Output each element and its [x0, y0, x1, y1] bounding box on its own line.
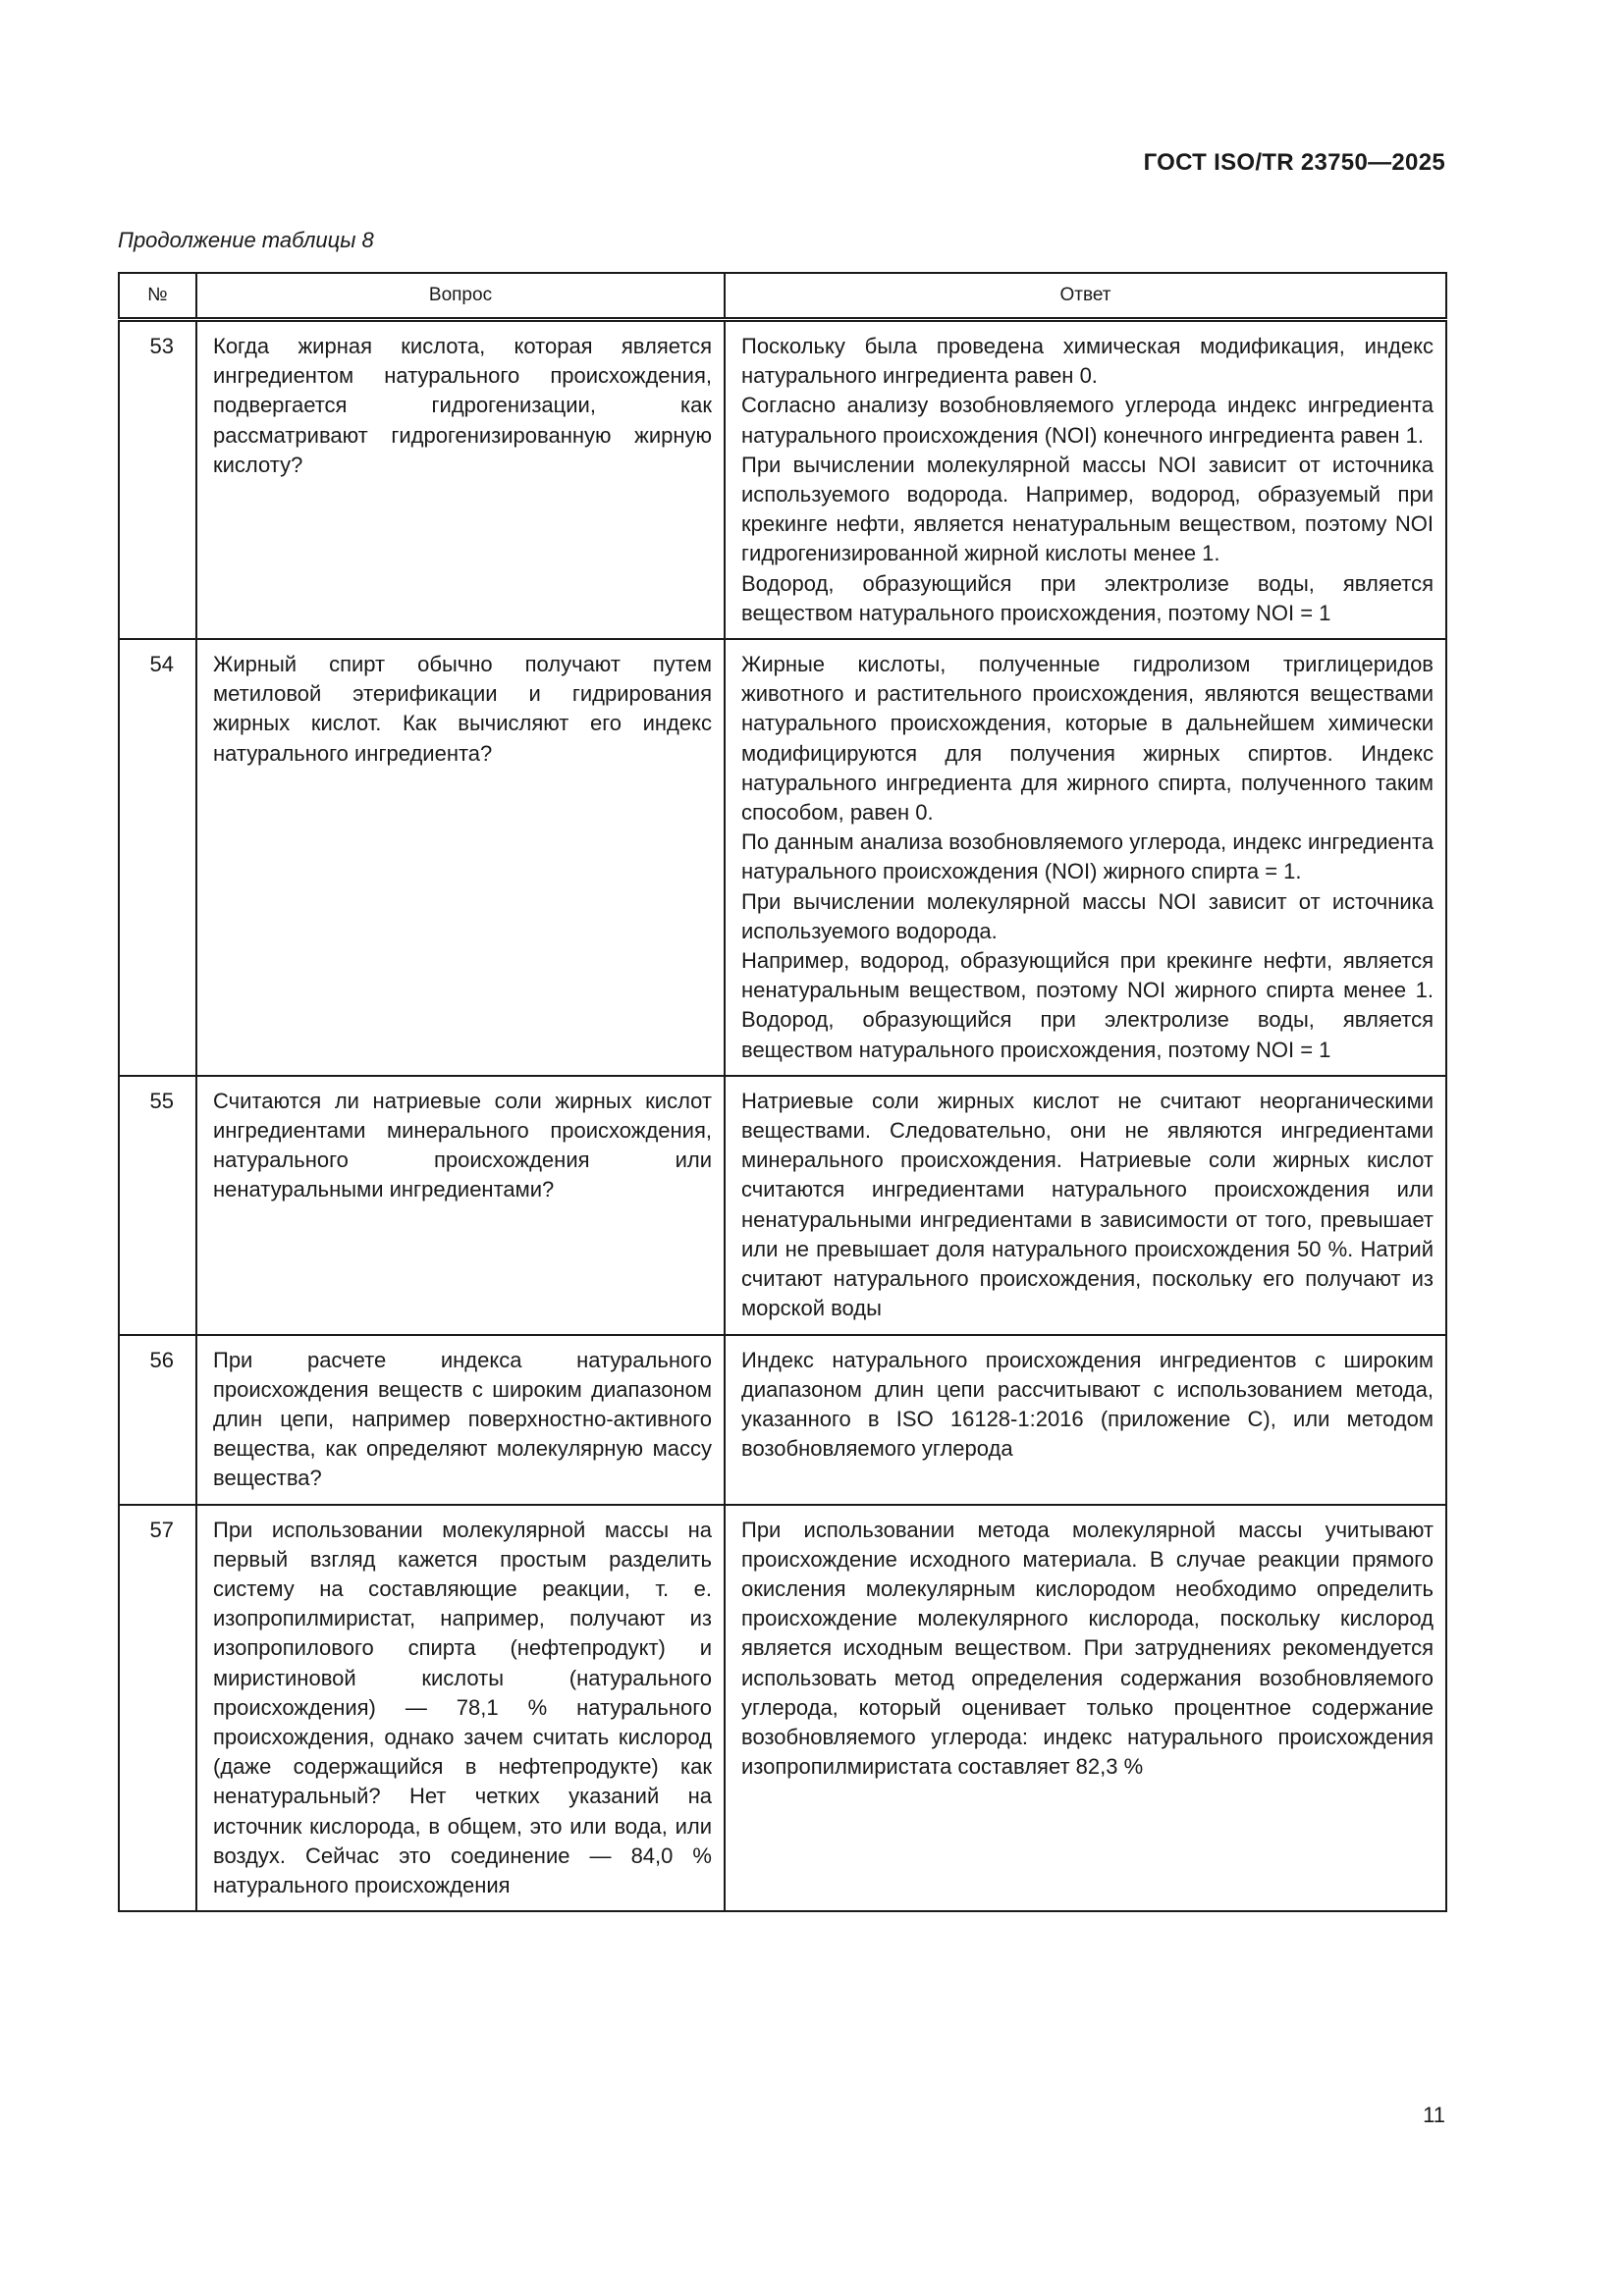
table-row — [119, 1076, 1446, 1335]
answer-cell — [725, 1076, 1446, 1335]
table-row — [119, 1505, 1446, 1912]
column-header-number: № — [119, 273, 196, 320]
answer-paragraph: По данным анализа возобновляемого углерода, индекс ингредиента натурального происхождения (NOI) жирного спирта = 1. — [741, 829, 1434, 884]
table-header-row — [119, 273, 1446, 320]
answer-paragraph: При вычислении молекулярной массы NOI зависит от источника используемого водорода. — [741, 888, 1434, 943]
qa-table — [118, 272, 1447, 1912]
row-number: 54 — [119, 639, 196, 1076]
answer-cell — [725, 639, 1446, 1076]
question-cell: При расчете индекса натурального происхождения веществ с широким диапазоном длин цепи, например поверхностно-активного вещества, как определяют молекулярную массу вещества? — [196, 1335, 725, 1505]
table-row — [119, 639, 1446, 1076]
answer-paragraph: При использовании метода молекулярной массы учитывают происхождение исходного материала. В случае реакции прямого окисления молекулярным кислородом необходимо определить происхождение молекулярного кислорода, поскольку кислород является исходным веществом. При затруднениях рекомендуется использовать метод определения содержания возобновляемого углерода, который оценивает только процентное содержание возобновляемого углерода: индекс натурального происхождения изопропилмиристата составляет 82,3 % — [741, 1517, 1434, 1780]
answer-paragraph: Водород, образующийся при электролизе воды, является веществом натурального происхождения, поэтому NOI = 1 — [741, 570, 1434, 625]
answer-paragraph: Жирные кислоты, полученные гидролизом триглицеридов животного и растительного происхождения, являются веществами натурального происхождения, которые в дальнейшем химически модифицируются для получения жирных спиртов. Индекс натурального ингредиента для жирного спирта, полученного таким способом, равен 0. — [741, 652, 1434, 826]
row-number: 57 — [119, 1505, 196, 1912]
question-cell: При использовании молекулярной массы на первый взгляд кажется простым разделить систему на составляющие реакции, т. е. изопропилмиристат, например, получают из изопропилового спирта (нефтепродукт) и миристиновой кислоты (натурального происхождения) — 78,1 % натурального происхождения, однако зачем считать кислород (даже содержащийся в нефтепродукте) как ненатуральный? Нет четких указаний на источник кислорода, в общем, это или вода, или воздух. Сейчас это соединение — 84,0 % натурального происхождения — [196, 1505, 725, 1912]
table-caption: Продолжение таблицы 8 — [118, 228, 374, 252]
document-standard-header: ГОСТ ISO/TR 23750—2025 — [1143, 149, 1445, 176]
row-number: 56 — [119, 1335, 196, 1505]
answer-paragraph: Поскольку была проведена химическая модификация, индекс натурального ингредиента равен 0. — [741, 334, 1434, 389]
column-header-answer: Ответ — [725, 273, 1446, 320]
question-cell: Когда жирная кислота, которая является ингредиентом натурального происхождения, подвергается гидрогенизации, как рассматривают гидрогенизированную жирную кислоту? — [196, 320, 725, 640]
answer-cell — [725, 1505, 1446, 1912]
row-number: 55 — [119, 1076, 196, 1335]
column-header-question: Вопрос — [196, 273, 725, 320]
question-cell: Считаются ли натриевые соли жирных кислот ингредиентами минерального происхождения, натурального происхождения или ненатуральными ингредиентами? — [196, 1076, 725, 1335]
page-number: 11 — [1423, 2103, 1445, 2127]
answer-paragraph: Натриевые соли жирных кислот не считают неорганическими веществами. Следовательно, они не являются ингредиентами минерального происхождения. Натриевые соли жирных кислот считаются ингредиентами натурального происхождения или ненатуральными ингредиентами в зависимости от того, превышает или не превышает доля натурального происхождения 50 %. Натрий считают натурального происхождения, поскольку его получают из морской воды — [741, 1088, 1434, 1321]
answer-cell — [725, 320, 1446, 640]
question-cell: Жирный спирт обычно получают путем метиловой этерификации и гидрирования жирных кислот. Как вычисляют его индекс натурального ингредиента? — [196, 639, 725, 1076]
answer-paragraph: Например, водород, образующийся при крекинге нефти, является ненатуральным веществом, поэтому NOI жирного спирта менее 1. Водород, образующийся при электролизе воды, является веществом натурального происхождения, поэтому NOI = 1 — [741, 948, 1434, 1062]
table-row — [119, 320, 1446, 640]
table-row — [119, 1335, 1446, 1505]
row-number: 53 — [119, 320, 196, 640]
answer-cell — [725, 1335, 1446, 1505]
answer-paragraph: При вычислении молекулярной массы NOI зависит от источника используемого водорода. Например, водород, образуемый при крекинге нефти, является ненатуральным веществом, поэтому NOI гидрогенизированной жирной кислоты менее 1. — [741, 452, 1434, 566]
answer-paragraph: Согласно анализу возобновляемого углерода индекс ингредиента натурального происхождения (NOI) конечного ингредиента равен 1. — [741, 393, 1434, 448]
answer-paragraph: Индекс натурального происхождения ингредиентов с широким диапазоном длин цепи рассчитывают с использованием метода, указанного в ISO 16128-1:2016 (приложение С), или методом возобновляемого углерода — [741, 1347, 1434, 1462]
